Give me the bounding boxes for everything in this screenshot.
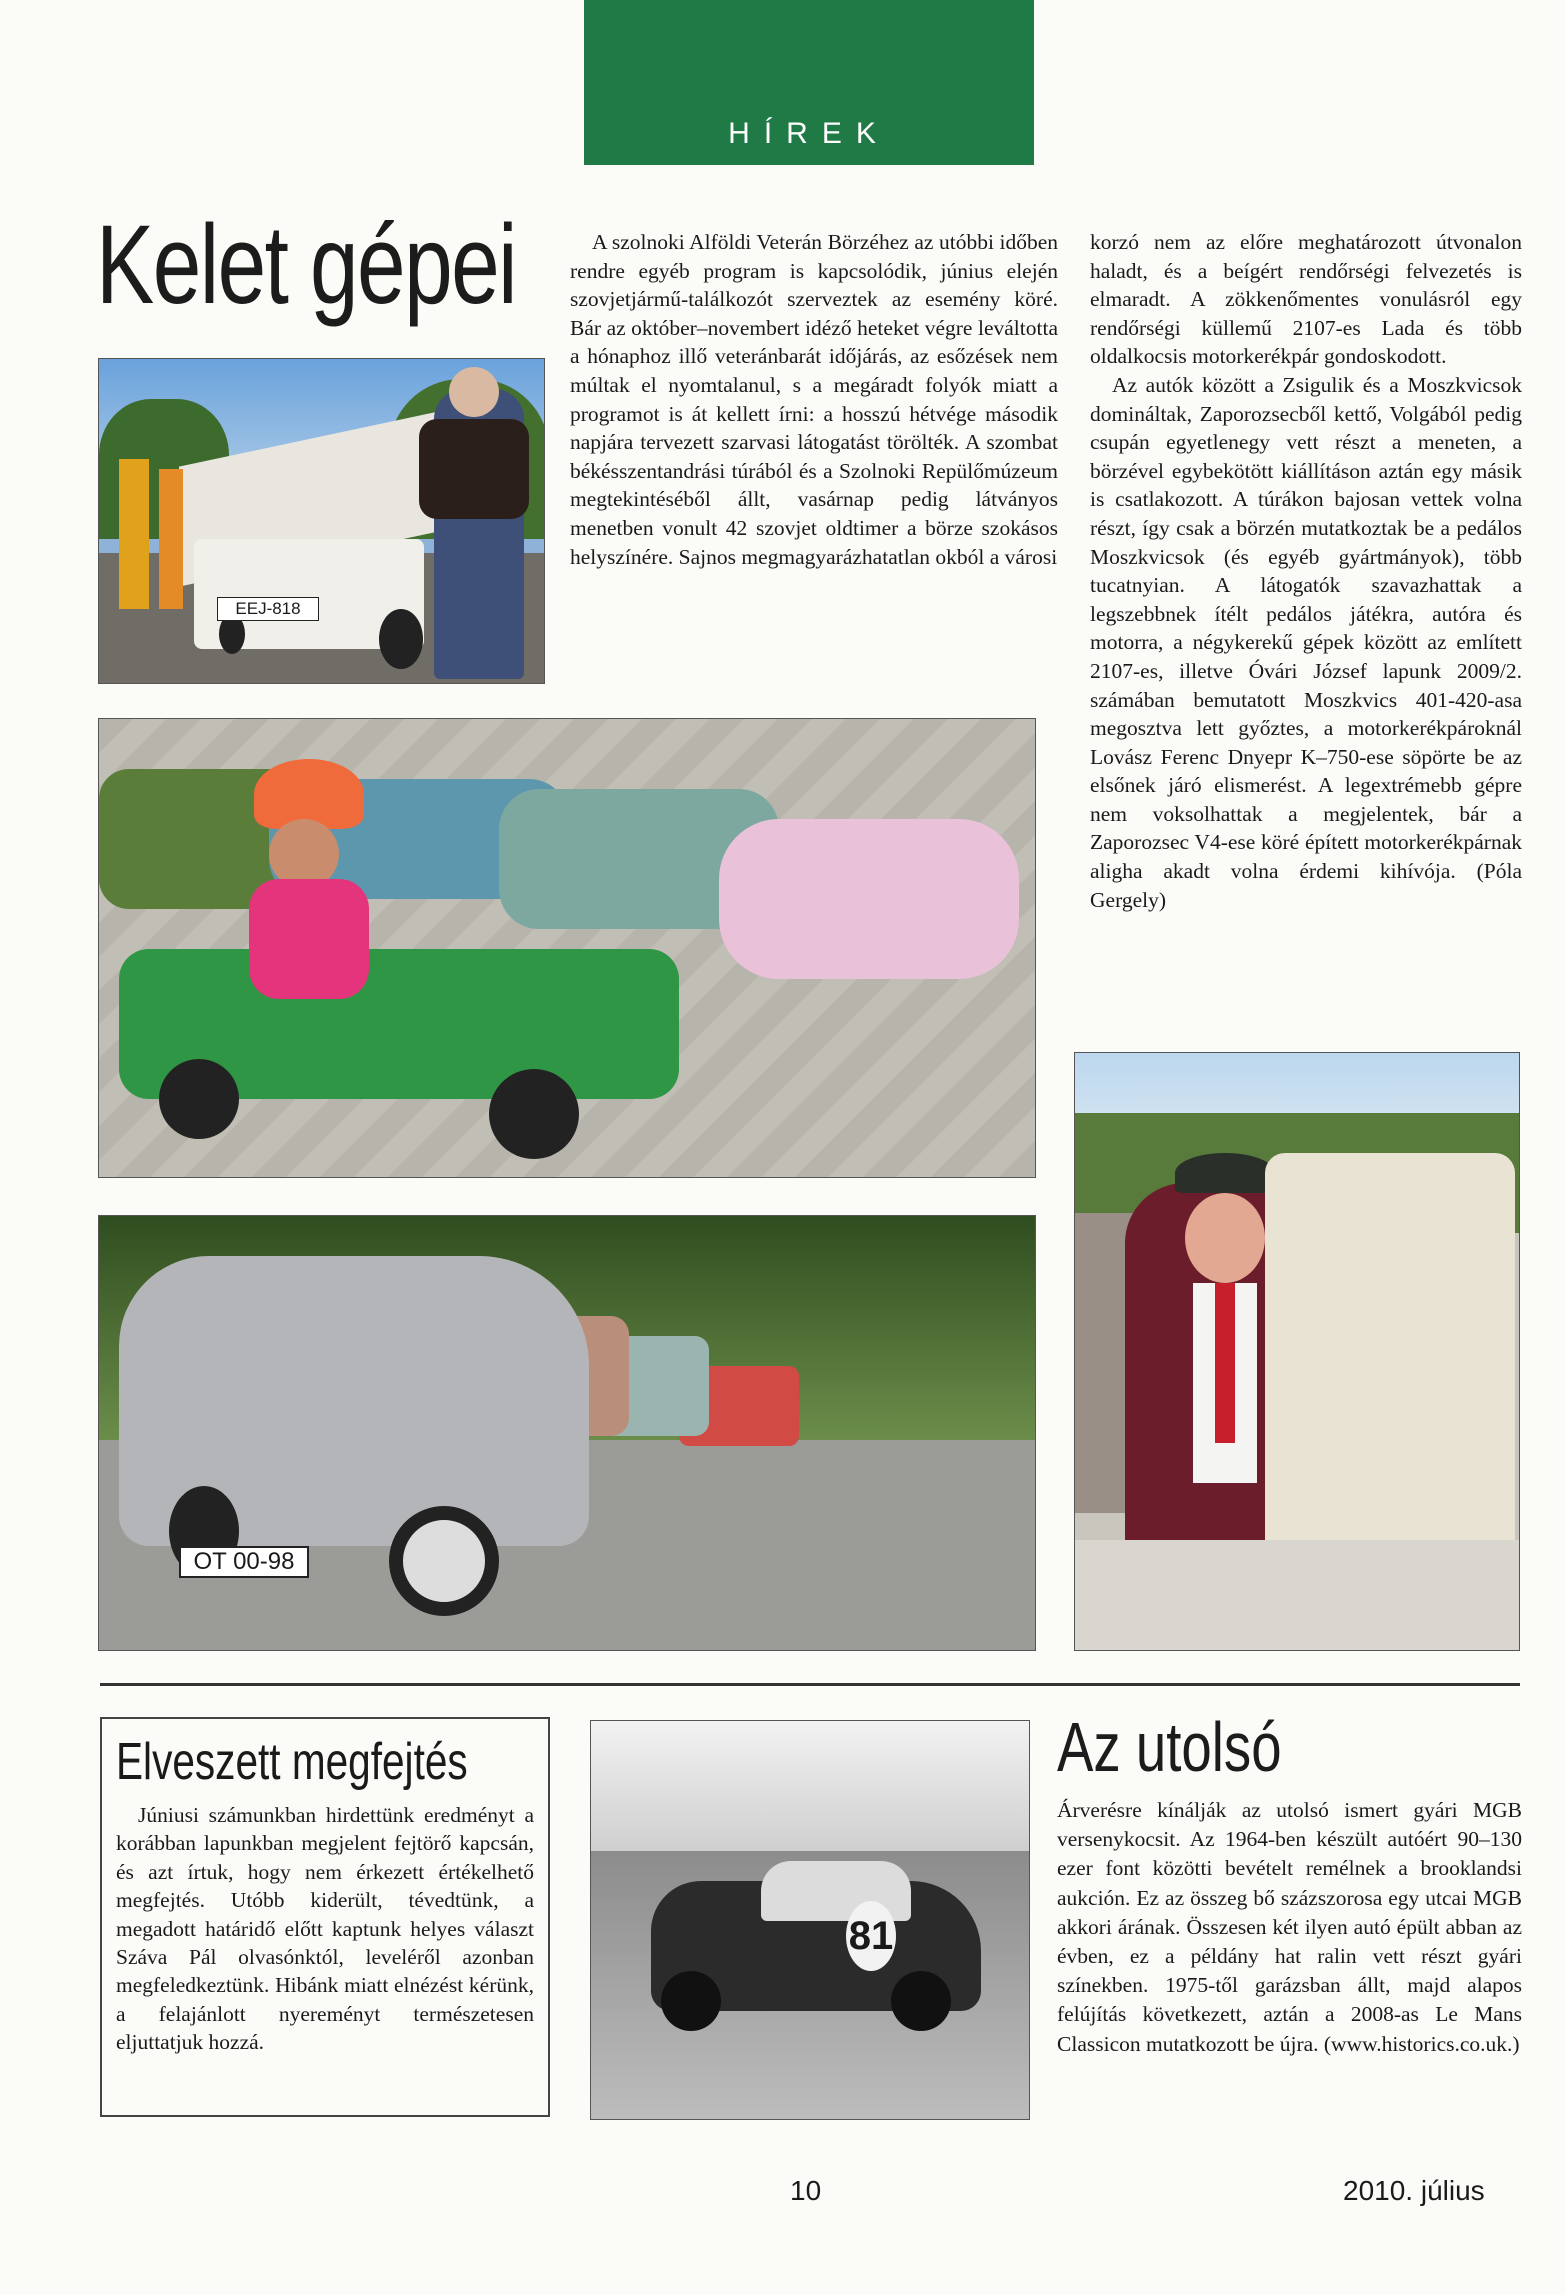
section-label: HÍREK — [728, 117, 890, 150]
article-column-right — [1090, 228, 1522, 914]
article-column-middle — [570, 228, 1058, 571]
article-title: Kelet gépei — [96, 202, 516, 327]
photo-pedal-cars — [98, 718, 1036, 1178]
article-paragraph: A szolnoki Alföldi Veterán Börzéhez az utóbbi időben rendre egyéb program is kapcsolódik, június elején szovjetjármű-találkozót szerveztek az esemény köré. Bár az október–novembert idéző heteket végre leváltotta a hónaphoz illő veteránbarát időjárás, az esőzések nem múltak el nyomtalanul, s a megáradt folyók miatt a programot is át kellett írni: a hosszú hétvége második napjára tervezett szarvasi látogatást törölték. A szombat békésszentandrási túrából és a Szolnoki Repülőmúzeum megtekintéséből állt, vasárnap pedig látványos menetben vonult 42 szovjet oldtimer a börze szokásos helyszínére. Sajnos megmagyarázhatatlan okból a városi — [570, 230, 1058, 569]
sidebar-box — [100, 1717, 550, 2117]
news-title: Az utolsó — [1057, 1708, 1282, 1786]
license-plate: EEJ-818 — [217, 597, 319, 621]
article-paragraph: Az autók között a Zsigulik és a Moszkvicsok domináltak, Zaporozsecből kettő, Volgából pedig csupán egyetlenegy vett részt a meneten, a börzével egybekötött kiállításon aztán egy másik is csatlakozott. A túrákon bajosan vettek volna részt, így csak a börzén mutatkoztak be a pedálos Moszkvicsok (és egyéb gyártmányok), több tucatnyian. A látogatók szavazhattak a legszebbnek ítélt pedálos játékra, autóra és motorra, a négykerekű gépek között az említett 2107-es, illetve Óvári József lapunk 2009/2. számában bemutatott Moszkvics 401-420-asa megosztva lett győztes, a motorkerékpároknál Lovász Ferenc Dnyepr K–750-ese söpörte be az elsőnek járó elismerést. A legextrémebb gépre nem voksolhattak a megjelentek, bár a Zaporozsec V4-ese köré épített motorkerékpárnak aligha akadt volna érdemi kihívója. (Póla Gergely) — [1090, 372, 1522, 912]
sidebar-paragraph: Júniusi számunkban hirdettünk eredményt a korábban lapunkban megjelent fejtörő kapcsán, és azt írtuk, hogy nem érkezett értékelhető megfejtés. Utóbb kiderült, tévedtünk, a megadott határidő előtt kaptunk helyes választ Száva Pál olvasónktól, leveléről azonban megfeledkeztünk. Hibánk miatt elnézést kérünk, a felajánlott nyereményt természetesen eljuttatjuk hozzá. — [116, 1803, 534, 2055]
rally-number: 81 — [846, 1901, 896, 1971]
article-paragraph: korzó nem az előre meghatározott útvonalon haladt, és a beígért rendőrségi felvezetés is elmaradt. A zökkenőmentes vonulásról egy rendőrségi küllemű 2107-es Lada és több oldalkocsis motorkerékpár gondoskodott. — [1090, 230, 1522, 369]
section-divider — [100, 1683, 1520, 1686]
license-plate: OT 00-98 — [179, 1546, 309, 1578]
photo-mgb-rally — [590, 1720, 1030, 2120]
news-paragraph: Árverésre kínálják az utolsó ismert gyári MGB versenykocsit. Az 1964-ben készült autóért 90–130 ezer font közötti bevételt remélnek a brooklandsi aukción. Ez az összeg bő százszorosa egy utcai MGB akkori árának. Összesen két ilyen autó épült abban az évben, ez a példány hat ralin vett részt gyári színekben. 1975-től garázsban állt, majd alapos felújítás következett, aztán a 2008-as Le Mans Classicon mutatkozott be újra. (www.historics.co.uk.) — [1057, 1798, 1522, 2056]
photo-moskvitch-column — [98, 1215, 1036, 1651]
sidebar-title: Elveszett megfejtés — [116, 1733, 468, 1791]
photo-man-in-cap — [1074, 1052, 1520, 1651]
issue-date: 2010. július — [1343, 2175, 1485, 2206]
news-column — [1057, 1796, 1522, 2059]
section-tab — [584, 0, 1034, 165]
page-number: 10 — [790, 2175, 822, 2206]
photo-lada-owner — [98, 358, 545, 684]
